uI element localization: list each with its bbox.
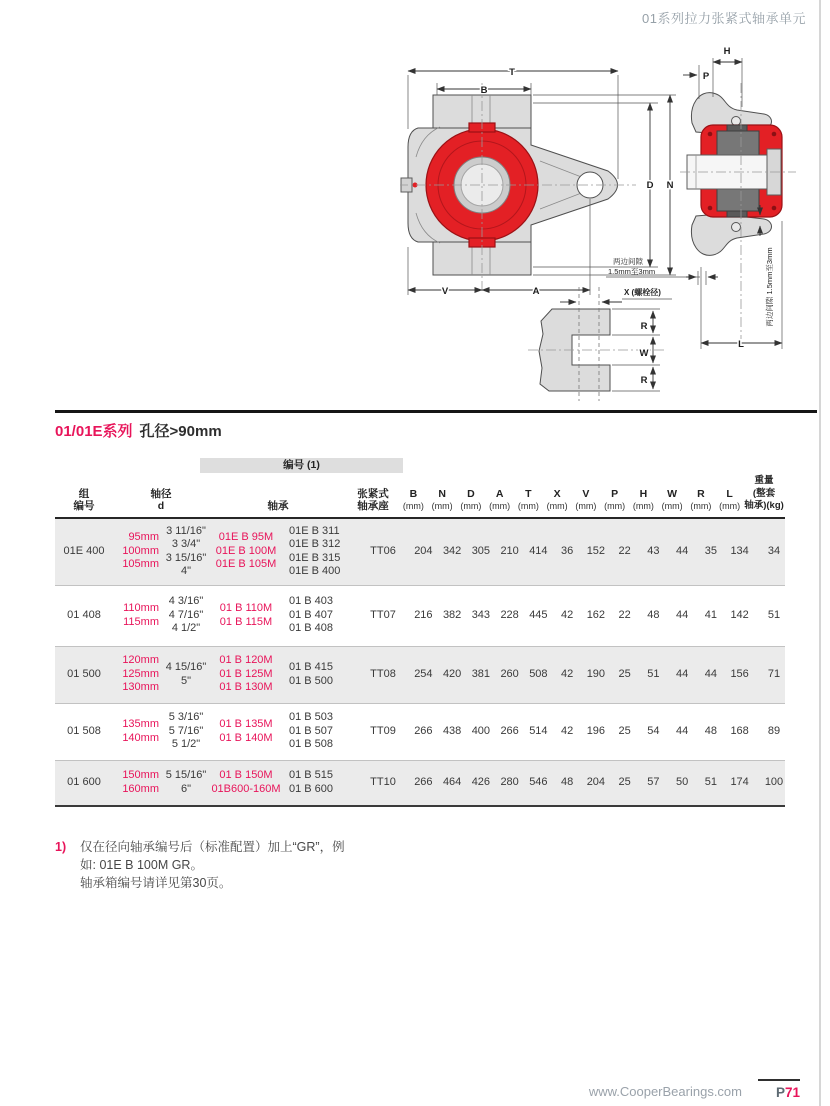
cell-dimension: 51 (704, 775, 717, 788)
cell-shaft-inch: 3 11/16" 3 3/4" 3 15/16" 4" (165, 524, 207, 577)
cell-weight: 34 (767, 544, 781, 557)
footnote-line: 仅在径向轴承编号后（标准配置）加上“GR”，例 (80, 840, 345, 854)
cell-dimension: 266 (414, 775, 433, 788)
cell-housing-number: 01 B 415 01 B 500 (289, 661, 334, 687)
cell-dimension: 426 (471, 775, 491, 788)
cell-dimension: 142 (730, 608, 749, 621)
table-row (55, 646, 785, 703)
cell-group-number: 01 600 (67, 775, 101, 788)
cell-dimension: 48 (704, 724, 717, 737)
cell-dimension: 22 (618, 544, 631, 557)
footer-accent-line (758, 1079, 800, 1082)
cell-dimension: 420 (442, 667, 462, 680)
col-header-dim: X (mm) (546, 487, 568, 511)
numbering-note-band: 编号 (1) (200, 458, 403, 473)
cell-weight: 51 (767, 608, 781, 621)
table-row (55, 760, 785, 805)
col-header-dim: B (mm) (402, 487, 424, 511)
col-header-weight: 重量 (整套 轴承)(kg) (744, 475, 784, 511)
cell-dimension: 210 (500, 544, 519, 557)
cell-weight: 89 (767, 724, 781, 737)
cell-dimension: 204 (414, 544, 433, 557)
cell-dimension: 342 (442, 544, 462, 557)
cell-dimension: 44 (676, 608, 689, 621)
cell-dimension: 438 (442, 724, 462, 737)
cell-group-number: 01E 400 (63, 544, 105, 557)
cell-bearing-number: 01 B 110M 01 B 115M (219, 602, 273, 628)
cell-dimension: 254 (414, 667, 433, 680)
cell-dimension: 44 (676, 544, 689, 557)
cell-weight: 100 (764, 775, 784, 788)
cell-dimension: 414 (529, 544, 548, 557)
cell-shaft-mm: 135mm 140mm (122, 718, 159, 744)
table-header-row (55, 473, 785, 519)
cell-dimension: 381 (471, 667, 491, 680)
cell-housing-number: 01E B 311 01E B 312 01E B 315 01E B 400 (289, 524, 341, 577)
cell-dimension: 42 (561, 724, 574, 737)
cell-bearing-number: 01 B 120M 01 B 125M 01 B 130M (219, 654, 273, 694)
cell-dimension: 22 (618, 608, 631, 621)
cell-dimension: 168 (730, 724, 749, 737)
cell-dimension: 25 (618, 775, 631, 788)
side-view (680, 46, 796, 350)
cell-dimension: 54 (647, 724, 660, 737)
cell-takeup-frame: TT07 (370, 608, 396, 621)
col-header-dim: H (mm) (632, 487, 654, 511)
cell-shaft-mm: 150mm 160mm (122, 769, 159, 795)
lower-bracket (691, 214, 771, 255)
cell-dimension: 44 (676, 667, 689, 680)
cell-shaft-mm: 110mm 115mm (123, 602, 159, 628)
col-header-dim: P (mm) (604, 487, 626, 511)
cell-dimension: 196 (586, 724, 606, 737)
col-header-dim: N (mm) (431, 487, 453, 511)
technical-drawing (400, 35, 820, 410)
cell-dimension: 41 (704, 608, 717, 621)
cell-dimension: 400 (471, 724, 491, 737)
cell-takeup-frame: TT06 (370, 544, 396, 557)
dim-label-L: L (738, 339, 744, 350)
cell-dimension: 305 (471, 544, 491, 557)
footnote-marker: 1) (55, 840, 67, 854)
dim-label-R2: R (640, 375, 648, 386)
dim-label-H: H (723, 46, 731, 57)
table-row (55, 703, 785, 760)
cell-dimension: 228 (500, 608, 519, 621)
cell-dimension: 42 (561, 667, 574, 680)
cell-shaft-inch: 4 3/16" 4 7/16" 4 1/2" (168, 595, 204, 635)
table-bottom-rule (55, 805, 785, 807)
gap-note-line2: 1.5mm至3mm (608, 267, 656, 276)
x-dim-note: X (螺栓径) (624, 288, 661, 297)
cell-dimension: 152 (586, 544, 606, 557)
cell-bearing-number: 01 B 135M 01 B 140M (219, 718, 273, 744)
gap-note-line1: 两边间隙 (613, 257, 643, 266)
cell-dimension: 44 (676, 724, 689, 737)
footer-url: www.CooperBearings.com (588, 1084, 742, 1099)
cell-dimension: 266 (500, 724, 519, 737)
cell-dimension: 266 (414, 724, 433, 737)
cell-bearing-number: 01E B 95M 01E B 100M 01E B 105M (215, 531, 277, 571)
cell-dimension: 36 (561, 544, 574, 557)
cell-takeup-frame: TT09 (370, 724, 396, 737)
footnote-line: 如: 01E B 100M GR。 (80, 858, 203, 872)
page-header-title: 01系列拉力张紧式轴承单元 (642, 11, 806, 26)
series-name: 01/01E系列 (55, 423, 133, 440)
cell-takeup-frame: TT10 (370, 775, 396, 788)
cell-housing-number: 01 B 515 01 B 600 (289, 769, 334, 795)
dim-label-V: V (441, 286, 449, 297)
cell-dimension: 546 (529, 775, 548, 788)
cell-shaft-mm: 95mm 100mm 105mm (122, 531, 159, 571)
cell-dimension: 464 (442, 775, 462, 788)
cell-dimension: 280 (500, 775, 519, 788)
cell-dimension: 43 (647, 544, 660, 557)
col-header-group: 组 编号 (73, 487, 95, 512)
slot-detail (528, 287, 672, 401)
cell-dimension: 190 (586, 667, 606, 680)
cell-dimension: 51 (647, 667, 660, 680)
cell-dimension: 174 (730, 775, 749, 788)
cell-dimension: 382 (442, 608, 462, 621)
col-header-dim: W (mm) (661, 487, 683, 511)
cell-dimension: 343 (471, 608, 491, 621)
cell-group-number: 01 408 (67, 608, 101, 621)
col-header-bearing: 轴承 (267, 500, 289, 512)
cell-shaft-mm: 120mm 125mm 130mm (122, 654, 159, 694)
dim-label-B: B (480, 85, 488, 96)
dim-label-P: P (702, 71, 710, 82)
cell-group-number: 01 508 (67, 724, 101, 737)
cell-dimension: 25 (618, 724, 631, 737)
cell-dimension: 260 (500, 667, 519, 680)
cell-dimension: 42 (561, 608, 574, 621)
col-header-dim: A (mm) (489, 487, 511, 511)
table-row (55, 585, 785, 646)
cell-housing-number: 01 B 503 01 B 507 01 B 508 (289, 711, 334, 751)
footnote (55, 838, 345, 892)
bore-range: 孔径>90mm (139, 423, 222, 440)
cell-dimension: 48 (561, 775, 574, 788)
cell-group-number: 01 500 (67, 667, 101, 680)
footnote-line: 轴承箱编号请详见第30页。 (80, 876, 232, 890)
front-view (400, 67, 718, 297)
cell-dimension: 445 (529, 608, 548, 621)
col-header-dim: L (mm) (719, 487, 741, 511)
cell-dimension: 50 (676, 775, 689, 788)
section-title (55, 410, 817, 441)
col-header-dim: D (mm) (460, 487, 482, 511)
dim-label-W: W (639, 348, 649, 359)
cell-dimension: 57 (647, 775, 660, 788)
cell-dimension: 216 (414, 608, 433, 621)
table-row (55, 519, 785, 585)
cell-shaft-inch: 5 15/16" 6" (165, 769, 207, 795)
dim-label-A: A (532, 286, 540, 297)
cell-dimension: 162 (586, 608, 606, 621)
cell-housing-number: 01 B 403 01 B 407 01 B 408 (289, 595, 334, 635)
col-header-dim: T (mm) (517, 487, 539, 511)
cell-bearing-number: 01 B 150M 01B600-160M (211, 769, 281, 795)
col-header-dim: R (mm) (690, 487, 712, 511)
cell-dimension: 514 (529, 724, 548, 737)
dim-label-N: N (666, 180, 674, 191)
cell-shaft-inch: 5 3/16" 5 7/16" 5 1/2" (168, 711, 204, 751)
col-header-shaft: 轴径 d (150, 487, 172, 512)
cell-dimension: 44 (704, 667, 717, 680)
col-header-dim: V (mm) (575, 487, 597, 511)
dim-label-T: T (509, 67, 515, 78)
cell-dimension: 35 (704, 544, 717, 557)
spec-table (55, 458, 785, 807)
cell-dimension: 25 (618, 667, 631, 680)
cell-dimension: 508 (529, 667, 548, 680)
dim-label-D: D (646, 180, 654, 191)
gap-note-side: 两边间隙 1.5mm至3mm (765, 247, 774, 327)
col-header-takeup-housing: 张紧式 轴承座 (357, 487, 389, 512)
cell-takeup-frame: TT08 (370, 667, 396, 680)
footer-page-number: P71 (775, 1085, 800, 1100)
cell-dimension: 134 (730, 544, 749, 557)
cell-dimension: 204 (586, 775, 606, 788)
cell-dimension: 156 (730, 667, 749, 680)
cell-weight: 71 (767, 667, 781, 680)
cell-dimension: 48 (647, 608, 660, 621)
cell-shaft-inch: 4 15/16" 5" (165, 661, 207, 687)
dim-label-R1: R (640, 321, 648, 332)
